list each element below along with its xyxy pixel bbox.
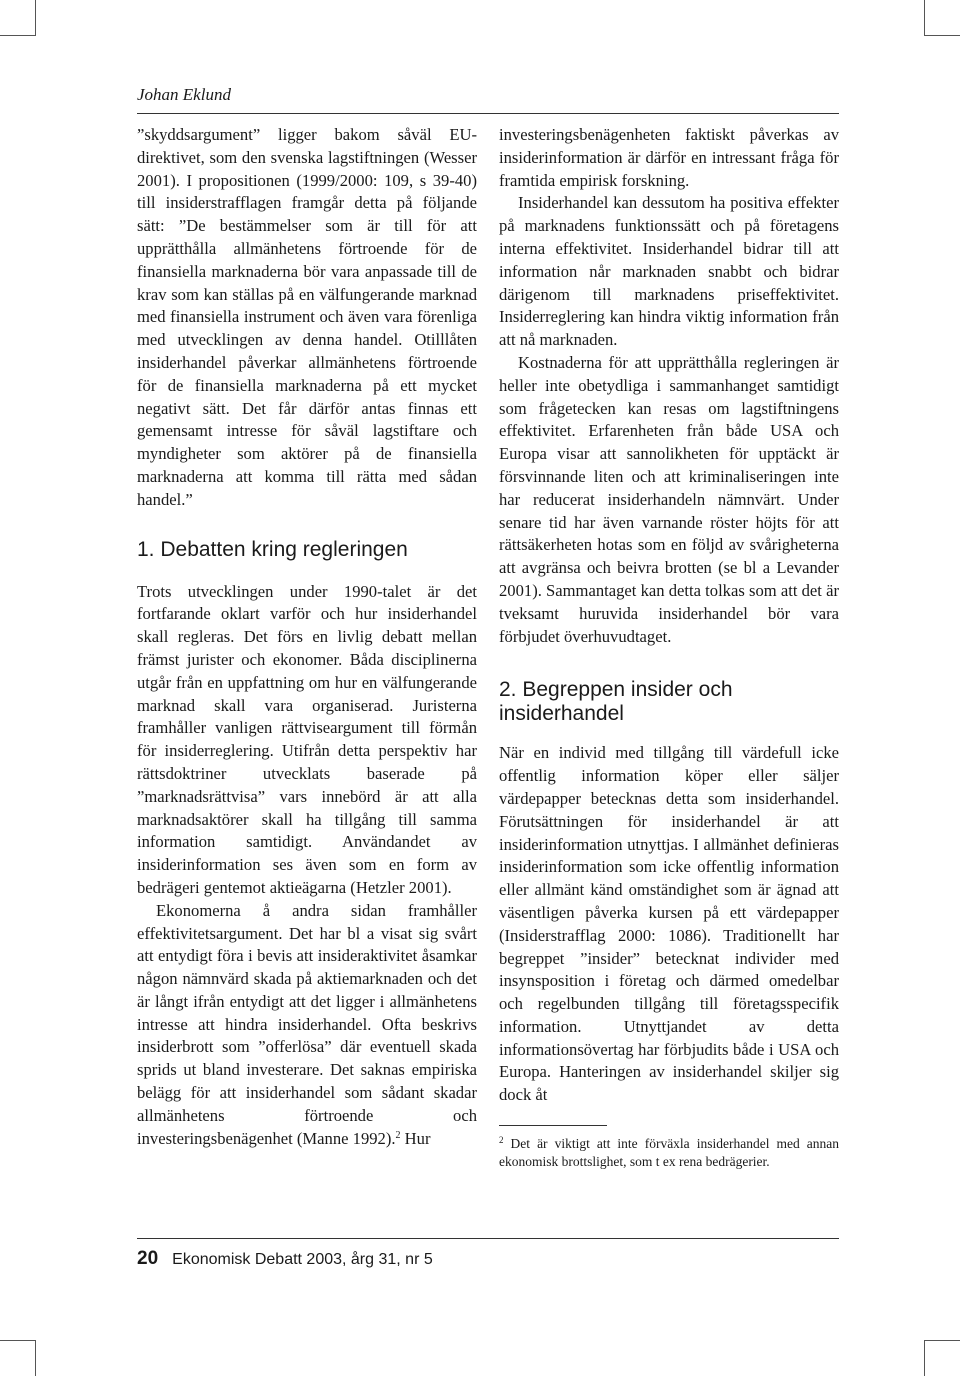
footnote-divider — [499, 1125, 607, 1126]
paragraph — [137, 900, 477, 1151]
paragraph: Kostnaderna för att upprätthålla regleringen är heller inte obetydliga i sammanhanget samtidigt som frågetecken kan resas om lagstiftningens effektivitet. Erfarenheten från både USA och Europa visar att sannolikheten för upptäckt är försvinnande liten och att kriminaliseringen inte har reducerat insiderhandeln nämnvärt. Under senare tid har även varnande röster höjts för att rättsäkerheten hotas som en följd av svårigheterna att avgränsa och beivra brotten (se bl a Levander 2001). Sammantaget kan detta tolkas som att det är tveksamt huruvida insiderhandel bör vara förbjudet överhuvudtaget. — [499, 352, 839, 646]
left-column — [137, 124, 477, 1150]
section-heading: 1. Debatten kring regleringen — [137, 537, 408, 561]
page-number: 20 — [137, 1248, 159, 1269]
footnote-text: Det är viktigt att inte förväxla insiderhandel med annan ekonomisk brottslighet, som t ex rena bedrägerier. — [499, 1136, 839, 1170]
crop-mark — [924, 0, 925, 36]
paragraph: Insiderhandel kan dessutom ha positiva effekter på marknadens funktionssätt och på företagens interna effektivitet. Insiderhandel bidrar till att information når marknaden snabbt och bidrar därigenom till marknadens priseffektivitet. Insiderreglering kan hindra viktig information från att nå marknaden. — [499, 193, 839, 350]
footnote — [499, 1135, 839, 1171]
footnote-reference[interactable]: 2 — [395, 1129, 401, 1141]
crop-mark — [0, 35, 36, 36]
header-divider — [137, 113, 839, 114]
crop-mark — [35, 1340, 36, 1376]
right-column — [499, 124, 839, 1171]
paragraph: ”skyddsargument” ligger bakom såväl EU-direktivet, som den svenska lagstiftningen (Wesser 2001). I propositionen (1999/2000: 109, s 39-40) till insiderstrafflagen framgår detta på följande sätt: ”De bestämmelser som är till för att upprätthålla allmänhetens förtroende för de finansiella marknaderna bör vara anpassade till de krav som kan ställas på en välfungerande marknad med finansiella instrument och även vara förenliga med utvecklingen av denna handel. Otilllåten insiderhandel påverkar allmänhetens förtroende för de finansiella marknaderna på ett mycket negativt sätt. Det får därför antas finnas ett gemensamt intresse för såväl lagstiftare och myndigheter som aktörer på de finansiella marknaderna att komma till rätta med sådan handel.” — [137, 125, 477, 509]
journal-citation: Ekonomisk Debatt 2003, årg 31, nr 5 — [172, 1251, 433, 1268]
section-heading: 2. Begreppen insider och insiderhandel — [499, 678, 733, 726]
paragraph: Trots utvecklingen under 1990-talet är det fortfarande oklart varför och hur insiderhandel skall regleras. Det förs en livlig debatt mellan främst jurister och ekonomer. Båda disciplinerna utgår från en uppfattning om hur en välfungerande marknad skall vara organiserad. Juristerna framhåller vanligen rättviseargument till förmån för insiderreglering. Utifrån detta perspektiv har rättsdoktriner utvecklats baserade på ”marknadsrättvisa” vars innebörd är att alla marknadsaktörer skall ha tillgång till samma information samtidigt. Användandet av insiderinformation ses även som en form av bedrägeri gentemot aktieägarna (Hetzler 2001). — [137, 581, 477, 897]
crop-mark — [924, 35, 960, 36]
paragraph: investeringsbenägenheten faktiskt påverkas av insiderinformation är därför en intressant fråga för framtida empirisk forskning. — [499, 125, 839, 190]
crop-mark — [924, 1340, 960, 1341]
page-footer — [137, 1247, 433, 1271]
paragraph: När en individ med tillgång till värdefull icke offentlig information köper eller säljer värdepapper betecknas detta som insiderhandel. Förutsättningen för insiderhandel är att insiderinformation utnyttjas. I allmänhet definieras insiderinformation som icke offentlig information eller allmänt känd omständighet som är ägnad att väsentligen påverka kursen på ett värdepapper (Insiderstrafflag 2000: 1086). Traditionellt har begreppet ”insider” betecknat individer med insynsposition i företag och därmed omedelbar och regelbunden tillgång till företagsspecifik information. Utnyttjandet av detta informationsövertag har förbjudits både i USA och Europa. Hanteringen av insiderhandel skiljer sig dock åt — [499, 743, 839, 1105]
crop-mark — [924, 1340, 925, 1376]
paragraph-text-tail: Hur — [400, 1128, 431, 1148]
paragraph-text: Ekonomerna å andra sidan framhåller effektivitetsargument. Det har bl a visat sig svårt att entydigt föra i bevis att insideraktivitet åsamkar någon nämnvärd skada på aktiemarknaden och det är långt ifrån entydigt att det ligger i allmänhetens intresse att hindra insiderhandel. Ofta beskrivs insiderbrott som ”offerlösa” där eventuell skada sprids ut bland investerare. Det saknas empiriska belägg för att insiderhandel som sådant skadar allmänhetens förtroende och investeringsbenägenhet (Manne 1992). — [137, 900, 477, 1148]
crop-mark — [35, 0, 36, 36]
running-header-author: Johan Eklund — [137, 85, 231, 104]
footer-divider — [137, 1238, 839, 1239]
footnote-number: 2 — [499, 1135, 504, 1146]
crop-mark — [0, 1340, 36, 1341]
